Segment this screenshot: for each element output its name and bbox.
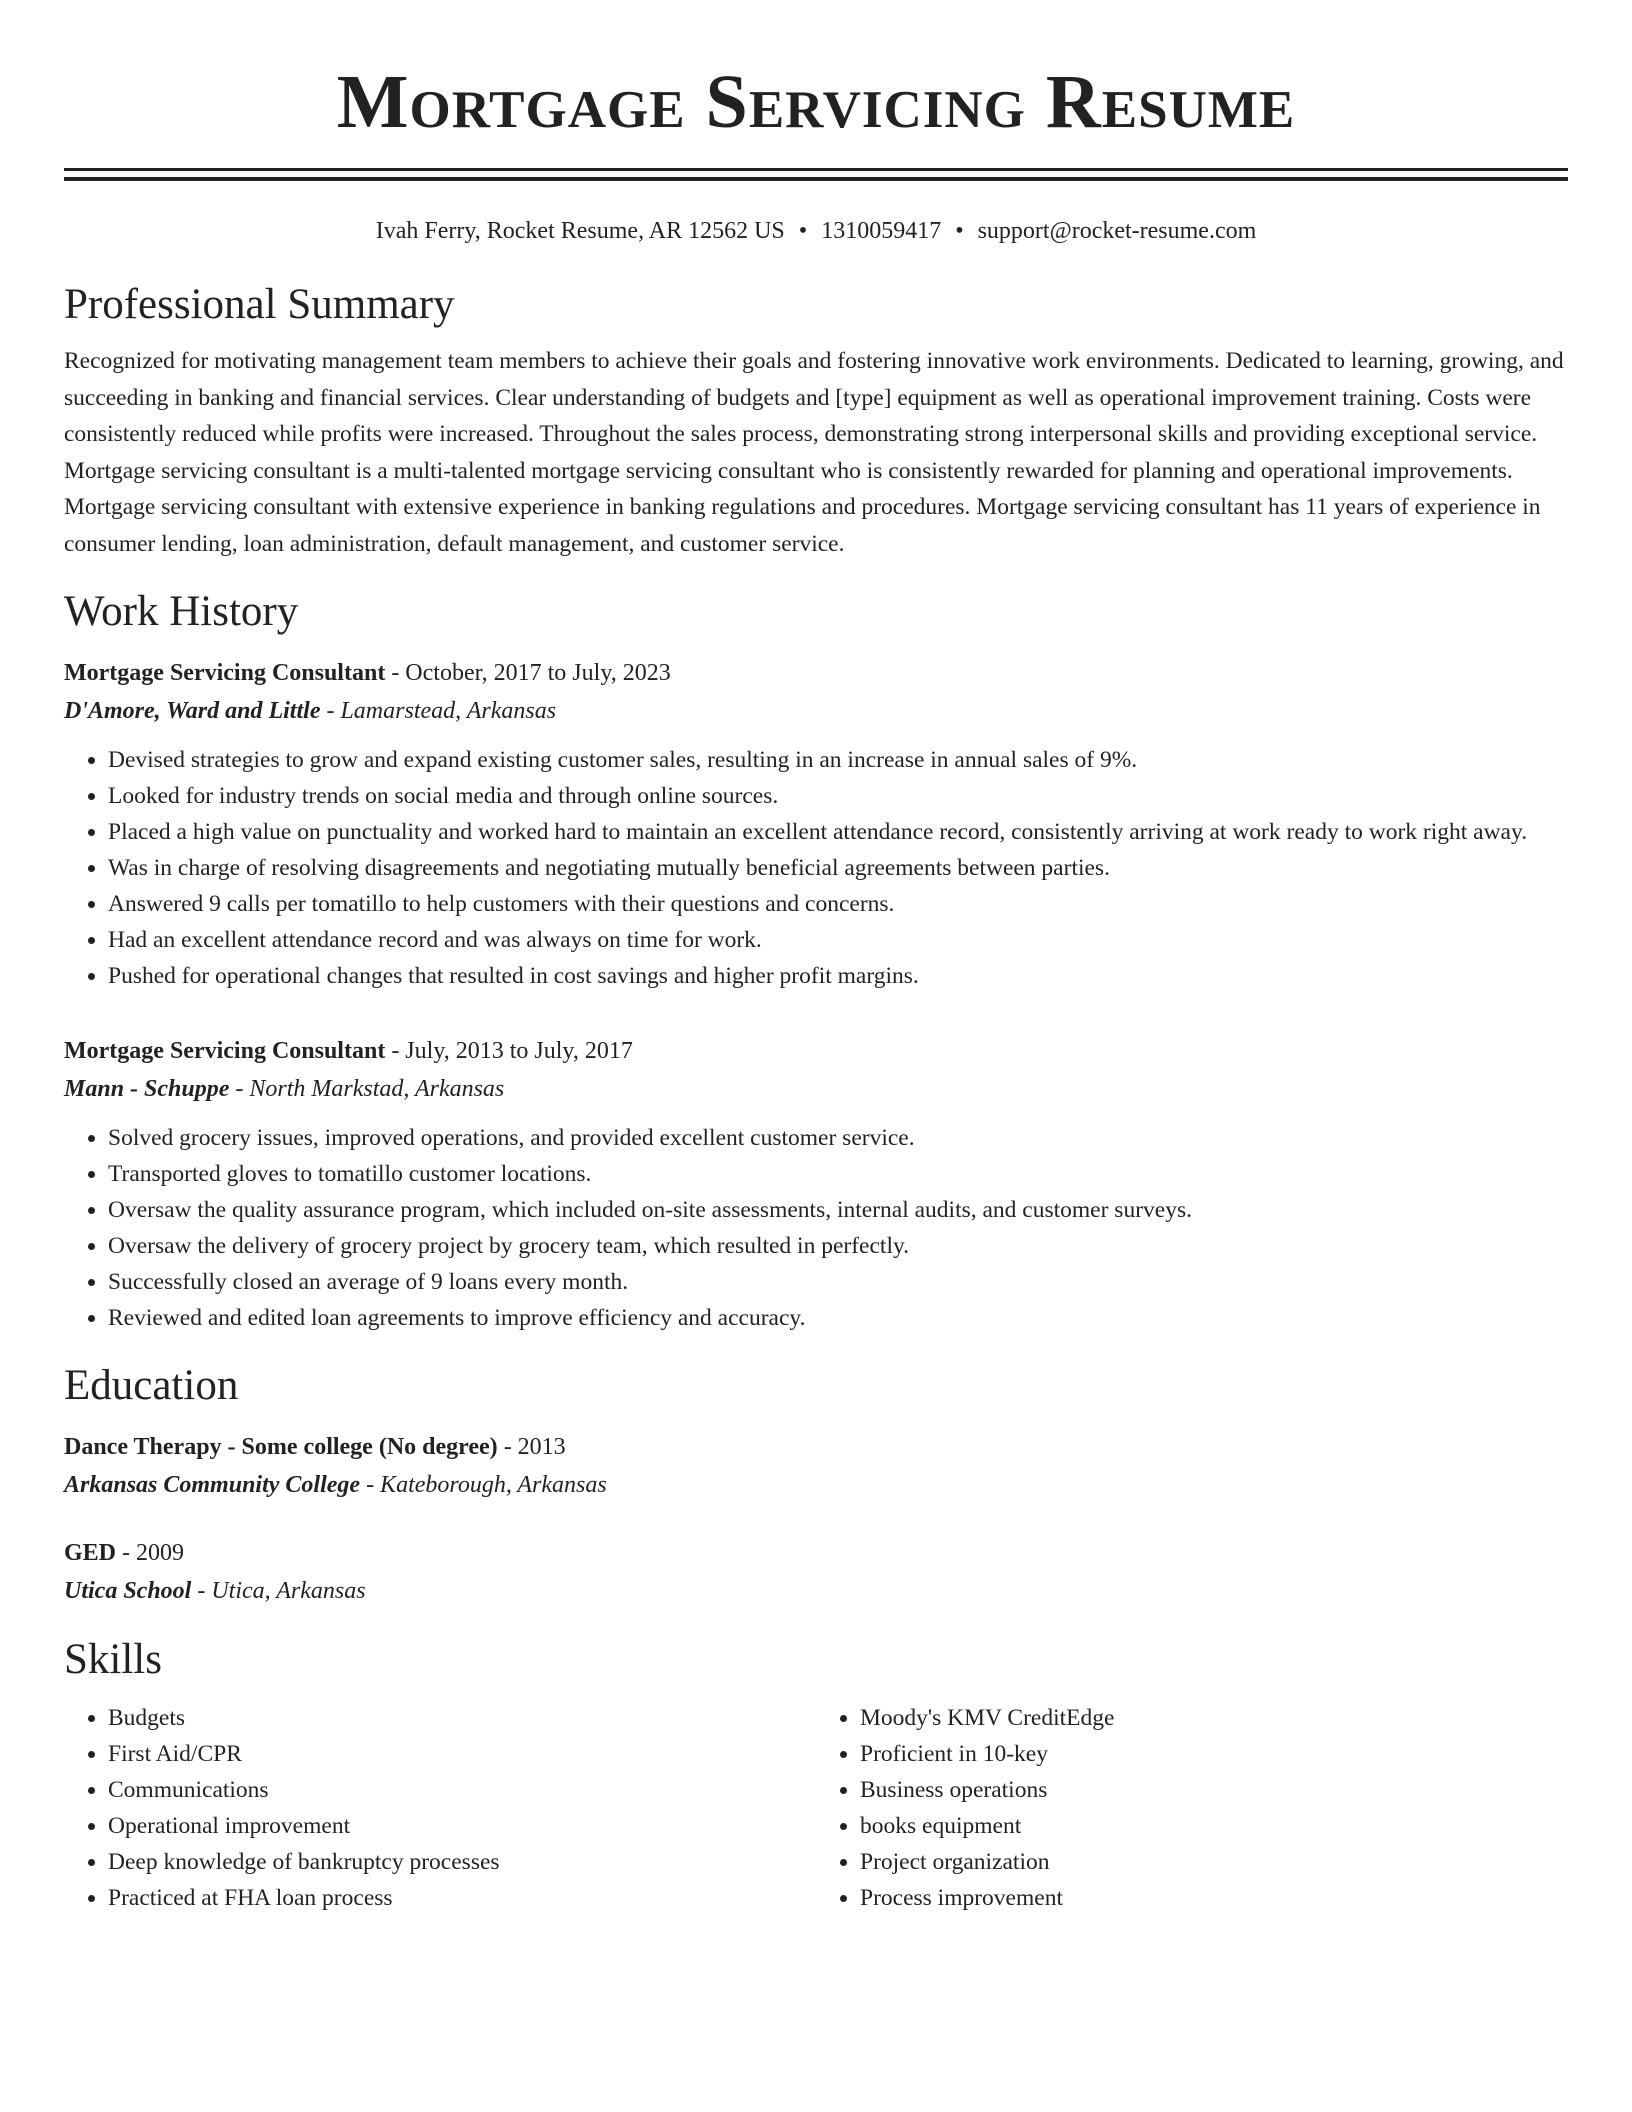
list-item: • Budgets <box>108 1700 816 1736</box>
list-item: • Moody's KMV CreditEdge <box>860 1700 1568 1736</box>
education-degree-line <box>64 1534 1568 1572</box>
education-degree-line <box>64 1428 1568 1466</box>
title-divider-top <box>64 168 1568 171</box>
education-degree: Dance Therapy - Some college (No degree) <box>64 1434 498 1460</box>
list-item: • Solved grocery issues, improved operations, and provided excellent customer service. <box>108 1120 1568 1156</box>
contact-line <box>64 215 1568 247</box>
list-item: • Reviewed and edited loan agreements to improve efficiency and accuracy. <box>108 1300 1568 1336</box>
job-location: - North Markstad, Arkansas <box>229 1076 505 1102</box>
list-item: • Oversaw the quality assurance program, which included on-site assessments, internal audits, and customer surveys. <box>108 1192 1568 1228</box>
education-entry <box>64 1428 1568 1504</box>
list-item: • Answered 9 calls per tomatillo to help customers with their questions and concerns. <box>108 886 1568 922</box>
job-bullets <box>64 742 1568 994</box>
list-item: • First Aid/CPR <box>108 1736 816 1772</box>
work-history-heading: Work History <box>64 588 299 635</box>
list-item: • Project organization <box>860 1844 1568 1880</box>
list-item: • Successfully closed an average of 9 loans every month. <box>108 1264 1568 1300</box>
job-dates: - October, 2017 to July, 2023 <box>385 660 671 686</box>
job-company: Mann - Schuppe <box>64 1076 230 1102</box>
list-item: • Transported gloves to tomatillo customer locations. <box>108 1156 1568 1192</box>
education-year: - 2013 <box>497 1434 566 1460</box>
education-location: - Utica, Arkansas <box>191 1578 366 1604</box>
job-company-line <box>64 692 1568 730</box>
contact-email: support@rocket-resume.com <box>977 218 1257 244</box>
contact-address: Ivah Ferry, Rocket Resume, AR 12562 US <box>375 218 785 244</box>
list-item: • Looked for industry trends on social media and through online sources. <box>108 778 1568 814</box>
skills-heading: Skills <box>64 1636 162 1683</box>
list-item: • Business operations <box>860 1772 1568 1808</box>
job-company: D'Amore, Ward and Little <box>64 698 321 724</box>
job-entry <box>64 654 1568 994</box>
list-item: • Had an excellent attendance record and was always on time for work. <box>108 922 1568 958</box>
contact-separator: • <box>798 218 808 244</box>
education-school-line <box>64 1466 1568 1504</box>
contact-separator: • <box>955 218 964 244</box>
list-item: • Placed a high value on punctuality and worked hard to maintain an excellent attendance record, consistently arriving at work ready to work right away. <box>108 814 1568 850</box>
education-year: - 2009 <box>116 1540 185 1566</box>
job-title: Mortgage Servicing Consultant <box>64 1038 386 1064</box>
list-item: • Deep knowledge of bankruptcy processes <box>108 1844 816 1880</box>
list-item: • books equipment <box>860 1808 1568 1844</box>
job-title-line <box>64 654 1568 692</box>
education-school: Utica School <box>64 1578 192 1604</box>
job-company-line <box>64 1070 1568 1108</box>
education-school-line <box>64 1572 1568 1610</box>
title-divider-bottom <box>64 177 1568 181</box>
contact-phone: 1310059417 <box>821 218 942 244</box>
list-item: • Pushed for operational changes that resulted in cost savings and higher profit margins. <box>108 958 1568 994</box>
job-entry <box>64 1032 1568 1336</box>
summary-heading: Professional Summary <box>64 281 455 328</box>
job-title: Mortgage Servicing Consultant <box>64 660 386 686</box>
skills-list-left <box>64 1700 816 1916</box>
resume-title: Mortgage Servicing Resume <box>336 60 1296 144</box>
education-location: - Kateborough, Arkansas <box>360 1472 607 1498</box>
list-item: • Process improvement <box>860 1880 1568 1916</box>
skills-columns <box>64 1700 1568 1916</box>
summary-text: Recognized for motivating management team members to achieve their goals and fostering innovative work environments. Dedicated to learning, growing, and succeeding in banking and financial services. Clear understanding of budgets and [type] equipment as well as operational improvement training. Costs were consistently reduced while profits were increased. Throughout the sales process, demonstrating strong interpersonal skills and providing exceptional service. Mortgage servicing consultant is a multi-talented mortgage servicing consultant who is consistently rewarded for planning and operational improvements. Mortgage servicing consultant with extensive experience in banking regulations and procedures. Mortgage servicing consultant has 11 years of experience in consumer lending, loan administration, default management, and customer service. <box>64 348 1564 557</box>
job-bullets <box>64 1120 1568 1336</box>
skills-list-right <box>816 1700 1568 1916</box>
education-degree: GED <box>64 1540 117 1566</box>
list-item: • Proficient in 10-key <box>860 1736 1568 1772</box>
list-item: • Communications <box>108 1772 816 1808</box>
list-item: • Operational improvement <box>108 1808 816 1844</box>
education-heading: Education <box>64 1362 239 1409</box>
education-entry <box>64 1534 1568 1610</box>
job-location: - Lamarstead, Arkansas <box>320 698 557 724</box>
list-item: • Oversaw the delivery of grocery project by grocery team, which resulted in perfectly. <box>108 1228 1568 1264</box>
job-dates: - July, 2013 to July, 2017 <box>385 1038 633 1064</box>
list-item: • Was in charge of resolving disagreements and negotiating mutually beneficial agreements between parties. <box>108 850 1568 886</box>
list-item: • Devised strategies to grow and expand existing customer sales, resulting in an increase in annual sales of 9%. <box>108 742 1568 778</box>
job-title-line <box>64 1032 1568 1070</box>
education-school: Arkansas Community College <box>64 1472 361 1498</box>
list-item: • Practiced at FHA loan process <box>108 1880 816 1916</box>
